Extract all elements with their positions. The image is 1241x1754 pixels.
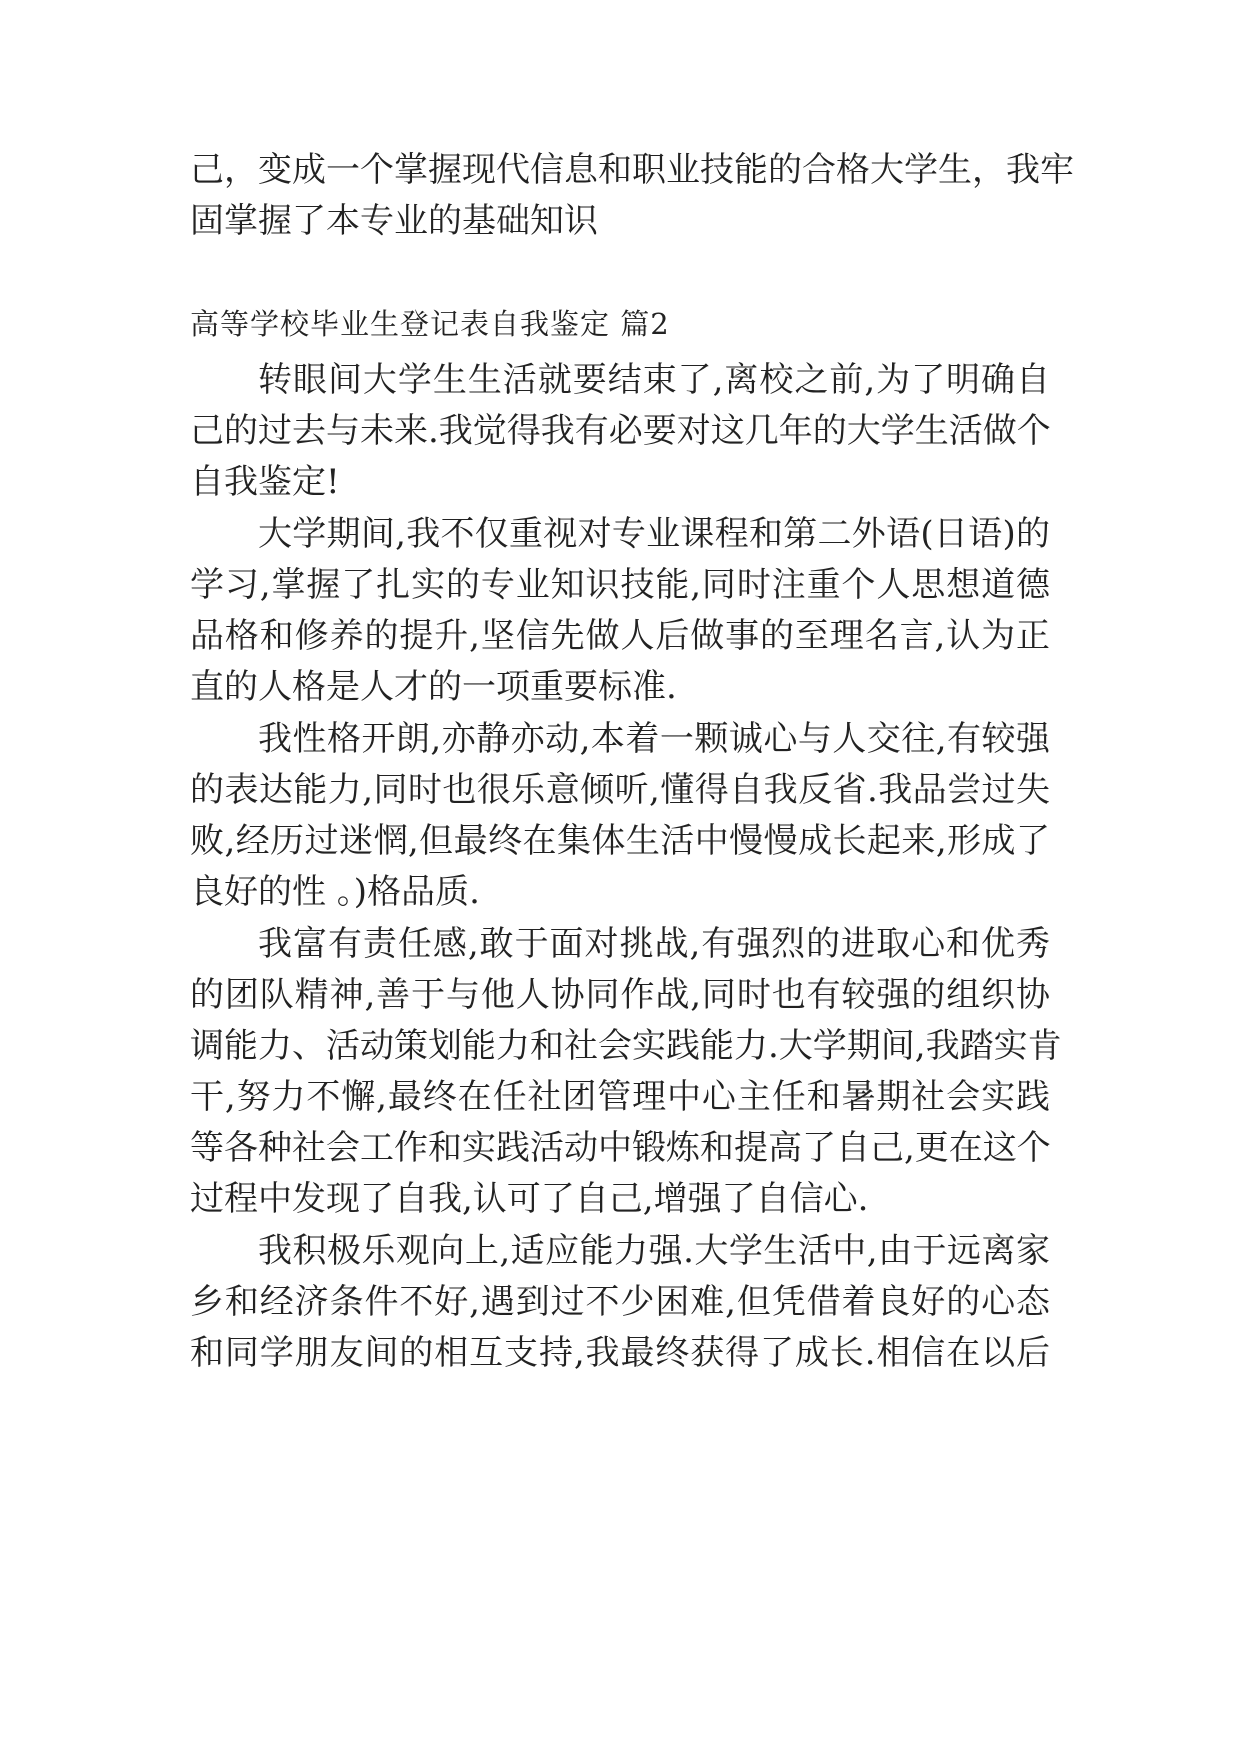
- paragraph-line: 自我鉴定!: [190, 462, 340, 502]
- paragraph-line: 我性格开朗,亦静亦动,本着一颗诚心与人交往,有较强: [258, 719, 1050, 759]
- paragraph-line: 的团队精神,善于与他人协同作战,同时也有较强的组织协: [190, 975, 1050, 1015]
- intro-line-1: 己，变成一个掌握现代信息和职业技能的合格大学生，我牢: [190, 150, 1074, 190]
- paragraph-line: 转眼间大学生生活就要结束了,离校之前,为了明确自: [258, 360, 1050, 400]
- section-heading: 高等学校毕业生登记表自我鉴定 篇2: [190, 307, 670, 341]
- paragraph-line: 乡和经济条件不好,遇到过不少困难,但凭借着良好的心态: [190, 1282, 1050, 1322]
- paragraph-line: 调能力、活动策划能力和社会实践能力.大学期间,我踏实肯: [190, 1026, 1062, 1066]
- intro-line-2: 固掌握了本专业的基础知识: [190, 201, 598, 241]
- paragraph-line: 的表达能力,同时也很乐意倾听,懂得自我反省.我品尝过失: [190, 770, 1050, 810]
- paragraph-line: 干,努力不懈,最终在任社团管理中心主任和暑期社会实践: [190, 1077, 1050, 1117]
- paragraph-line: 过程中发现了自我,认可了自己,增强了自信心.: [190, 1179, 869, 1219]
- paragraph-line: 我富有责任感,敢于面对挑战,有强烈的进取心和优秀: [258, 924, 1050, 964]
- paragraph-line: 等各种社会工作和实践活动中锻炼和提高了自己,更在这个: [190, 1128, 1051, 1168]
- paragraph-line: 良好的性 。)格品质.: [190, 872, 480, 912]
- paragraph-line: 品格和修养的提升,坚信先做人后做事的至理名言,认为正: [190, 616, 1050, 656]
- paragraph-line: 我积极乐观向上,适应能力强.大学生活中,由于远离家: [258, 1231, 1050, 1271]
- paragraph-line: 大学期间,我不仅重视对专业课程和第二外语(日语)的: [258, 514, 1050, 554]
- paragraph-line: 和同学朋友间的相互支持,我最终获得了成长.相信在以后: [190, 1333, 1050, 1373]
- paragraph-line: 直的人格是人才的一项重要标准.: [190, 667, 677, 707]
- paragraph-line: 己的过去与未来.我觉得我有必要对这几年的大学生活做个: [190, 411, 1051, 451]
- paragraph-line: 学习,掌握了扎实的专业知识技能,同时注重个人思想道德: [190, 565, 1050, 605]
- paragraph-line: 败,经历过迷惘,但最终在集体生活中慢慢成长起来,形成了: [190, 821, 1050, 861]
